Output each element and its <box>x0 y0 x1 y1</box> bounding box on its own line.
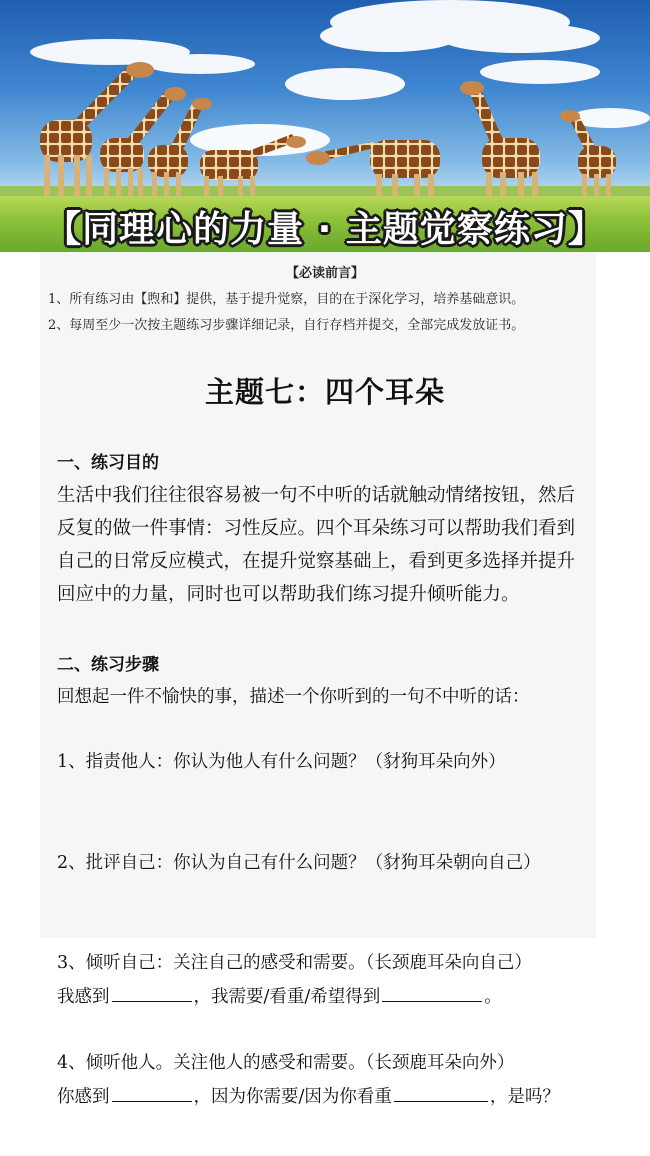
other-feeling-blank[interactable] <box>112 1085 192 1102</box>
step-3-listen-self: 3、倾听自己：关注自己的感受和需要。（长颈鹿耳朵向自己） <box>57 953 532 973</box>
feeling-blank[interactable] <box>112 985 192 1002</box>
step-3-fill-c: 。 <box>484 987 502 1007</box>
banner-title: 【同理心的力量 · 主题觉察练习】 <box>45 209 605 250</box>
topic-title: 主题七：四个耳朵 <box>204 375 445 409</box>
other-need-blank[interactable] <box>394 1085 488 1102</box>
preface-line-2: 2、每周至少一次按主题练习步骤详细记录，自行存档并提交，全部完成发放证书。 <box>48 318 525 333</box>
purpose-line-3: 自己的日常反应模式，在提升觉察基础上，看到更多选择并提升 <box>57 551 576 572</box>
need-blank[interactable] <box>382 985 482 1002</box>
step-3-fill-a: 我感到 <box>57 987 110 1007</box>
step-4-listen-others: 4、倾听他人。关注他人的感受和需要。（长颈鹿耳朵向外） <box>57 1053 515 1073</box>
preface-label: 【必读前言】 <box>285 266 364 281</box>
step-3-fill-b: ，我需要/看重/希望得到 <box>193 987 381 1007</box>
step-2-criticize-self: 2、批评自己：你认为自己有什么问题？（豺狗耳朵朝向自己） <box>57 853 541 873</box>
section-heading-steps: 二、练习步骤 <box>57 655 159 675</box>
step-4-fill-line <box>57 1083 560 1108</box>
steps-intro: 回想起一件不愉快的事，描述一个你听到的一句不中听的话： <box>57 687 530 707</box>
purpose-line-4: 回应中的力量，同时也可以帮助我们练习提升倾听能力。 <box>57 584 520 605</box>
header-banner <box>0 0 650 252</box>
purpose-line-1: 生活中我们往往很容易被一句不中听的话就触动情绪按钮，然后 <box>57 485 576 506</box>
step-4-fill-a: 你感到 <box>57 1087 110 1107</box>
step-3-fill-line <box>57 983 502 1008</box>
step-4-fill-b: ，因为你需要/因为你看重 <box>193 1087 392 1107</box>
section-heading-purpose: 一、练习目的 <box>57 453 159 473</box>
preface-line-1: 1、所有练习由【煦和】提供，基于提升觉察，目的在于深化学习，培养基础意识。 <box>48 292 525 307</box>
step-1-blame-others: 1、指责他人：你认为他人有什么问题？（豺狗耳朵向外） <box>57 752 506 772</box>
purpose-line-2: 反复的做一件事情：习性反应。四个耳朵练习可以帮助我们看到 <box>57 518 576 539</box>
step-4-fill-c: ，是吗？ <box>489 1087 560 1107</box>
